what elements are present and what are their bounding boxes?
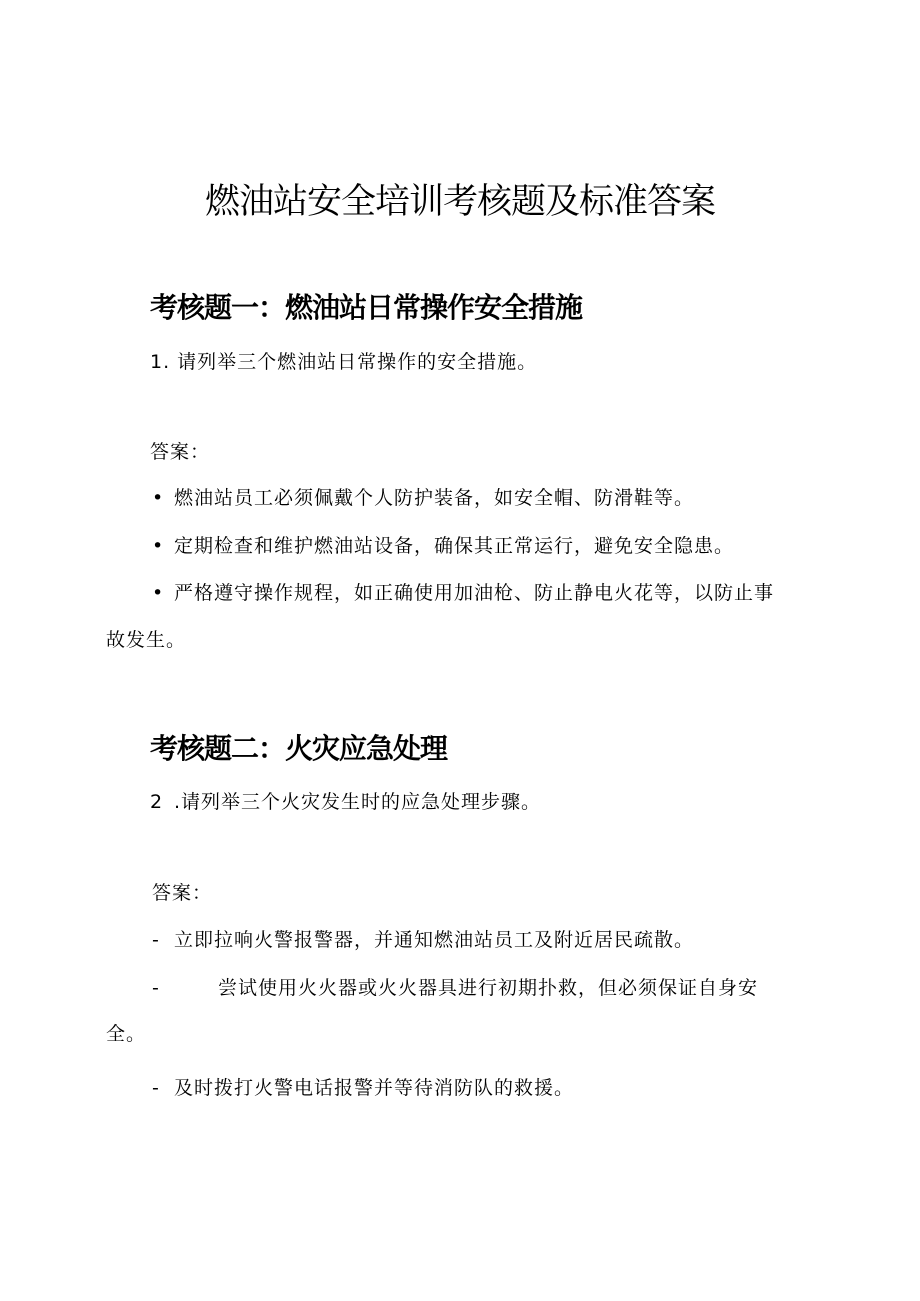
section-heading-1: 考核题一：燃油站日常操作安全措施: [150, 291, 583, 324]
dash-marker: -: [152, 929, 160, 951]
question-2: [150, 788, 541, 816]
dash-marker: -: [152, 1077, 160, 1099]
answer-item: [152, 974, 758, 1002]
answer-item-text: 严格遵守操作规程，如正确使用加油枪、防止静电火花等，以防止事: [174, 582, 775, 604]
question-text: .请列举三个火灾发生时的应急处理步骤。: [174, 791, 542, 813]
document-title: 燃油站安全培训考核题及标准答案: [204, 182, 715, 222]
section-heading-2: 考核题二：火灾应急处理: [150, 732, 448, 765]
answer-item-text: 定期检查和维护燃油站设备，确保其正常运行，避免安全隐患。: [174, 535, 735, 557]
answer-item-text: 尝试使用火火器或火火器具进行初期扑救，但必须保证自身安: [218, 977, 759, 999]
question-number: 2: [150, 791, 164, 813]
answer-item-text: 燃油站员工必须佩戴个人防护装备，如安全帽、防滑鞋等。: [174, 487, 695, 509]
answer-item-continuation: 故发生。: [106, 629, 187, 651]
answer-item: [152, 579, 774, 607]
answer-item: [152, 484, 694, 512]
answer-item-continuation: 全。: [106, 1023, 147, 1045]
dash-marker: -: [152, 977, 160, 999]
answer-item: [152, 1074, 574, 1102]
bullet-marker: •: [152, 487, 165, 509]
answer-item-text: 及时拨打火警电话报警并等待消防队的救援。: [174, 1077, 575, 1099]
answer-label-2: 答案：: [152, 882, 213, 904]
question-1: 1. 请列举三个燃油站日常操作的安全措施。: [150, 351, 538, 373]
answer-label-1: 答案：: [150, 441, 211, 463]
answer-item: [152, 532, 734, 560]
answer-item-text: 立即拉响火警报警器，并通知燃油站员工及附近居民疏散。: [174, 929, 695, 951]
bullet-marker: •: [152, 582, 165, 604]
bullet-marker: •: [152, 535, 165, 557]
answer-item: [152, 926, 694, 954]
